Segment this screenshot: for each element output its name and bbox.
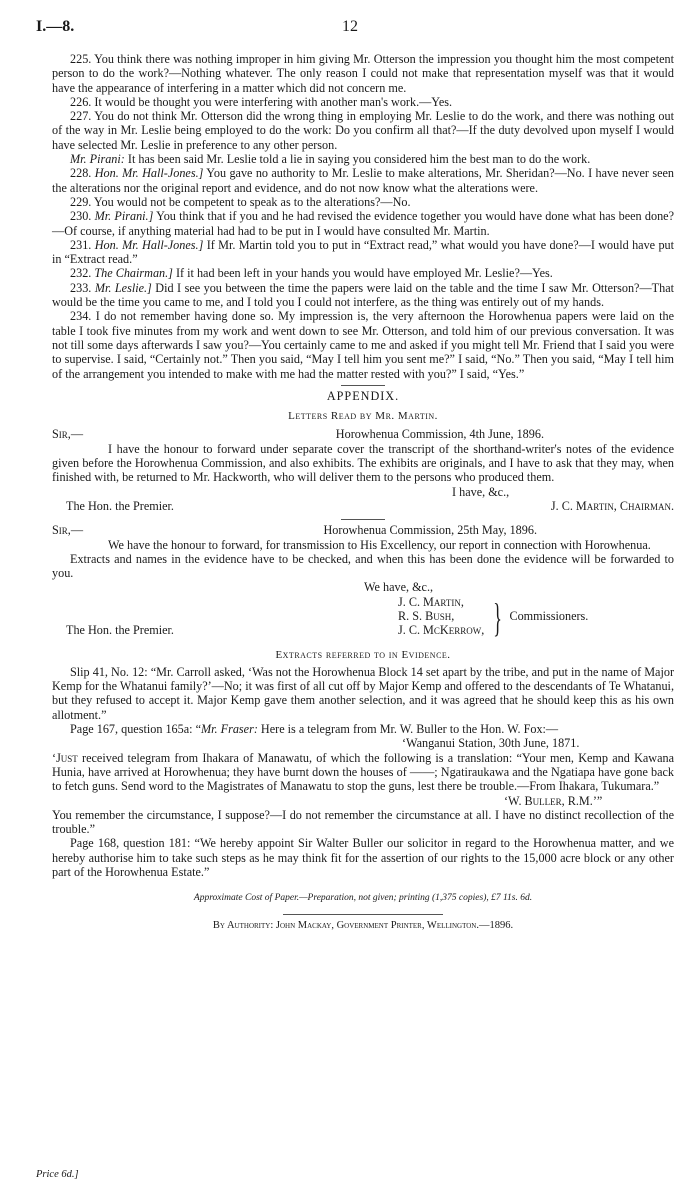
letter-divider (341, 519, 385, 520)
letter2-header (52, 523, 674, 537)
letter2-signers (398, 595, 484, 638)
extract-remember: You remember the circumstance, I suppose?—I do not remember the circumstance at all. I have no distinct recollection of the trouble.” (52, 807, 674, 837)
qa-234: 234. I do not remember having done so. My impression is, the very afternoon the Horowhenua papers were laid on the table I took five minutes from my work and went down to see Mr. Otterson, and told him of our previous conversation. It was not till some days afterwards I saw you?—You certainly came to me and asked if you might tell Mr. Friend that I said you were to supervise. I said, “Certainly not.” Then you said, “May I tell him you sent me?” I said, “No.” Then you said, “May I tell him of the arrangement you intended to make with me had the matter rested with you?” I said, “Yes.” (52, 309, 674, 381)
qa-232 (52, 266, 674, 280)
qa-text: It has been said Mr. Leslie told a lie in saying you considered him the best man to do the work. (124, 152, 591, 167)
extract-page-167 (52, 722, 674, 736)
extracts-title: Extracts referred to in Evidence. (275, 648, 451, 661)
price-label: Price 6d.] (36, 1169, 79, 1180)
speaker: Hon. Mr. Hall-Jones.] (94, 237, 204, 252)
qa-228 (52, 166, 674, 195)
speaker: Mr. Leslie.] (94, 280, 152, 295)
qa-text: Did I see you between the time the papers were laid on the table and the time I saw Mr. Otterson?—That would be the time you came to me, and I told you I could not interfere, as the thing was entirely out of my hands. (52, 280, 674, 310)
telegram-first-word: Just (56, 750, 78, 765)
appendix-subtitle: Letters Read by Mr. Martin. (288, 410, 438, 423)
section-divider (341, 385, 385, 386)
qa-231 (52, 238, 674, 267)
letter1-signature: J. C. Martin, Chairman. (550, 498, 674, 513)
letter2-closing: We have, &c., (364, 580, 434, 595)
page-body (52, 52, 674, 933)
paper-reference: I.—8. (36, 18, 75, 35)
signer-3: J. C. McKerrow, (398, 623, 485, 638)
signer-2: R. S. Bush, (398, 608, 455, 623)
qa-233 (52, 281, 674, 310)
letter1-footer (52, 499, 674, 513)
speaker: The Chairman.] (94, 266, 173, 281)
extract-ref: Page 167, question 165a: “ (70, 722, 201, 737)
letter1-salutation: Sir,— (52, 427, 84, 442)
letter2-role: Commissioners. (509, 609, 589, 624)
extract-text: Here is a telegram from Mr. W. Buller to the Hon. W. Fox:— (257, 722, 559, 737)
letter2-body-2: Extracts and names in the evidence have to be checked, and when this has been done the evidence will be forwarded to you. (52, 551, 674, 581)
qa-number: 230. (70, 209, 95, 224)
qa-227: 227. You do not think Mr. Otterson did the wrong thing in employing Mr. Leslie to do the work, and there was nothing out of the way in Mr. Leslie being employed to do the work: Do you confirm all that?—If the duty devolved upon myself I would have selected Mr. Leslie in preference to any other person. (52, 109, 674, 152)
letter1-closing: I have, &c., (452, 484, 510, 499)
page-number: 12 (342, 18, 358, 35)
qa-230 (52, 209, 674, 238)
qa-text: You gave no authority to Mr. Leslie to make alterations, Mr. Sheridan?—No. I have never seen the alterations nor the original report and evidence, and do not now know what the alterations were. (52, 166, 675, 195)
qa-text: If Mr. Martin told you to put in “Extract read,” what would you have done?—I would have put in “Extract read.” (52, 237, 675, 267)
signers-brace: } (493, 594, 503, 640)
qa-number: 232. (70, 266, 95, 281)
cost-note (52, 891, 674, 905)
speaker: Mr. Pirani.] (94, 209, 154, 224)
qa-number: 228. (70, 166, 95, 181)
speaker: Mr. Fraser: (201, 722, 258, 737)
qa-226: 226. It would be thought you were interfering with another man's work.—Yes. (70, 94, 453, 109)
qa-227-pirani (52, 152, 674, 166)
signer-1: J. C. Martin, (398, 594, 464, 609)
telegram-body: ‘Just received telegram from Ihakara of Manawatu, of which the following is a translation: “Your men, Kemp and Kawana Hunia, have arrived at Horowhenua; they have burnt down the houses of ——; Ngatiraukawa and the Ngatiapa have gone back to fetch guns. Send word to the Magistrates of Manawatu to stop the guns, lest there be trouble.—From Ihakara, Tukumara.” (52, 750, 674, 794)
cost-note-text: Approximate Cost of Paper.—Preparation, not given; printing (1,375 copies), £7 11s. 6d. (193, 893, 533, 904)
telegram-place-date: ‘Wanganui Station, 30th June, 1871. (402, 736, 580, 751)
letter1-addressee: The Hon. the Premier. (66, 498, 174, 513)
qa-number: 233. (70, 280, 95, 295)
qa-text: You think that if you and he had revised the evidence together you would have done what has been done?—Of course, if anything material had had to be put in I would have consulted Mr. Martin. (52, 209, 674, 238)
letter2-body-1: We have the honour to forward, for transmission to His Excellency, our report in connection with Horowhenua. (108, 537, 651, 552)
extract-page-168: Page 168, question 181: “We hereby appoint Sir Walter Buller our solicitor in regard to the Horowhenua matter, and we hereby authorise him to take such steps as he may think fit for the assertion of our rights to the 15,000 acre block or any other part of the Horowhenua Estate.” (52, 836, 674, 880)
telegram-text: received telegram from Ihakara of Manawatu, of which the following is a translation: “Your men, Kemp and Kawana Hunia, have arrived at Horowhenua; they have burnt down the houses of ——; Ngatiraukawa and the Ngatiapa have gone back to fetch guns. Send word to the Magistrates of Manawatu to stop the guns, lest there be trouble.—From Ihakara, Tukumara.” (52, 750, 674, 794)
appendix-title: APPENDIX. (326, 388, 400, 403)
speaker: Hon. Mr. Hall-Jones.] (94, 166, 204, 181)
letter2-place-date: Horowhenua Commission, 25th May, 1896. (323, 523, 537, 538)
qa-229: 229. You would not be competent to speak as to the alterations?—No. (70, 194, 411, 209)
footer-divider (283, 914, 443, 915)
printer-imprint: By Authority: John Mackay, Government Printer, Wellington.—1896. (212, 919, 514, 931)
speaker: Mr. Pirani: (70, 152, 125, 167)
qa-225: 225. You think there was nothing improper in him giving Mr. Otterson the impression you thought him the most competent person to do the work?—Nothing whatever. The only reason I could not make that representation myself was that it would have the appearance of interfering in a matter which did not concern me. (52, 52, 674, 95)
extract-slip: Slip 41, No. 12: “Mr. Carroll asked, ‘Was not the Horowhenua Block 14 set apart by the tribe, and put in the name of Major Kemp for the Whatanui family?’—No; it was first of all cut off by Major Kemp and offered to the descendants of Te Whatanui, but they refused to accept it. Major Kemp gave them another selection, and it was agreed that he should keep this as his own allotment.” (52, 664, 674, 722)
telegram-signature: ‘W. Buller, R.M.’” (504, 793, 603, 808)
letter2-salutation: Sir,— (52, 523, 84, 538)
qa-number: 231. (70, 237, 95, 252)
letter1-header (52, 427, 674, 441)
letter2-footer (52, 595, 674, 638)
qa-text: If it had been left in your hands you would have employed Mr. Leslie?—Yes. (172, 266, 553, 281)
letter1-place-date: Horowhenua Commission, 4th June, 1896. (335, 427, 544, 442)
letter2-addressee: The Hon. the Premier. (66, 623, 174, 638)
letter1-body: I have the honour to forward under separate cover the transcript of the shorthand-writer's notes of the evidence given before the Horowhenua Commission, and also exhibits. The exhibits are originals, and I have to ask that they may, when finished with, be returned to Mr. Hackworth, who will deliver them to the persons who produced them. (52, 441, 674, 485)
